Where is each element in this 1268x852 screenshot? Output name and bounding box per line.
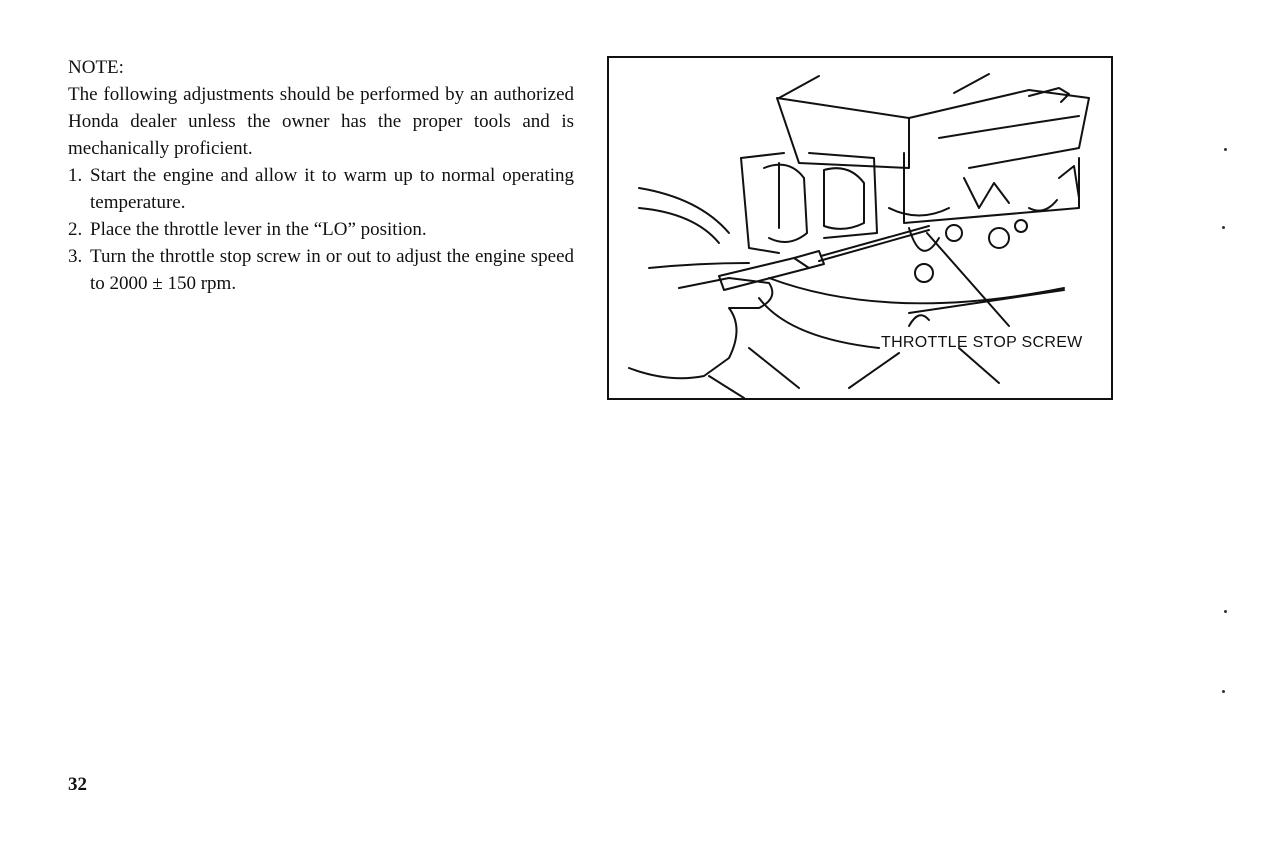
step-number: 2. bbox=[68, 219, 83, 240]
scan-speck bbox=[1222, 690, 1225, 693]
step-text: Place the throttle lever in the “LO” position. bbox=[90, 219, 427, 240]
scan-speck bbox=[1224, 148, 1227, 151]
step-text: Start the engine and allow it to warm up to normal operating temperature. bbox=[90, 165, 574, 213]
throttle-stop-screw-label: THROTTLE STOP SCREW bbox=[881, 334, 1083, 351]
page-number: 32 bbox=[68, 774, 87, 795]
step-text: Turn the throttle stop screw in or out to adjust the engine speed to 2000 ± 150 rpm. bbox=[90, 246, 574, 294]
step-item bbox=[68, 216, 574, 243]
scan-speck bbox=[1224, 610, 1227, 613]
scan-speck bbox=[1222, 226, 1225, 229]
note-title: NOTE: bbox=[68, 57, 124, 78]
step-number: 3. bbox=[68, 246, 83, 267]
step-item bbox=[68, 243, 574, 297]
engine-illustration bbox=[607, 56, 1113, 400]
step-number: 1. bbox=[68, 165, 83, 186]
instructions bbox=[68, 54, 574, 297]
step-item bbox=[68, 162, 574, 216]
note-text: The following adjustments should be performed by an authorized Honda dealer unless the owner has the proper tools and is mechanically proficient. bbox=[68, 84, 574, 159]
steps-list bbox=[68, 162, 574, 297]
